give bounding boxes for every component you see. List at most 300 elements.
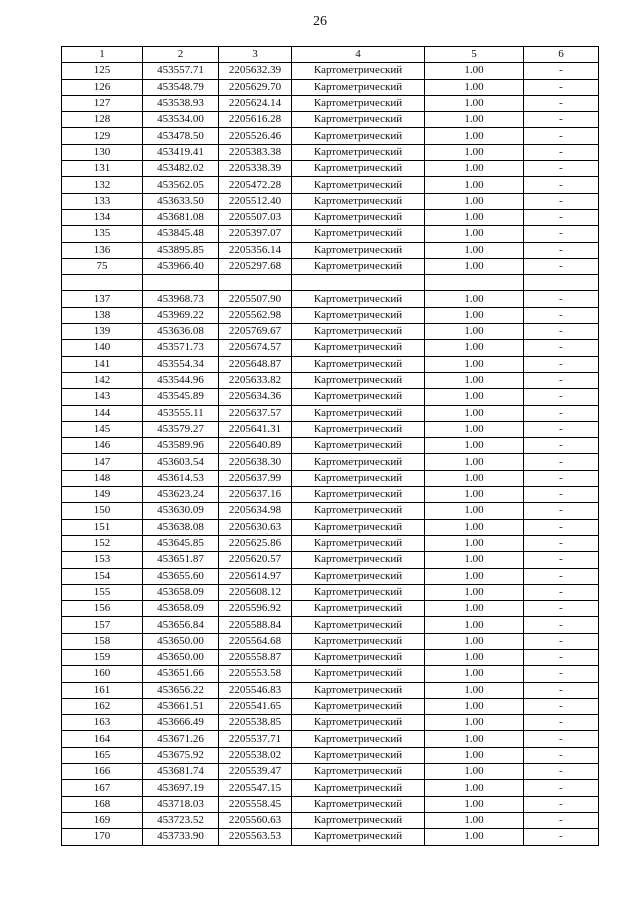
table-cell: 453656.84 [143, 617, 219, 633]
table-cell: 2205541.65 [219, 698, 292, 714]
table-cell: Картометрический [292, 454, 425, 470]
table-cell: 2205537.71 [219, 731, 292, 747]
table-row [62, 519, 599, 535]
table-cell: 127 [62, 95, 143, 111]
table-cell: 2205641.31 [219, 421, 292, 437]
table-row [62, 617, 599, 633]
table-cell: 1.00 [425, 128, 524, 144]
table-cell: 1.00 [425, 715, 524, 731]
table-cell: 1.00 [425, 780, 524, 796]
table-row [62, 747, 599, 763]
table-cell: 2205648.87 [219, 356, 292, 372]
table-cell: - [524, 177, 599, 193]
table-cell: - [524, 682, 599, 698]
table-cell: Картометрический [292, 161, 425, 177]
table-cell: 75 [62, 258, 143, 274]
table-cell: 139 [62, 324, 143, 340]
table-cell: 129 [62, 128, 143, 144]
table-cell: - [524, 470, 599, 486]
table-cell: - [524, 829, 599, 845]
table-cell: 1.00 [425, 112, 524, 128]
table-cell: Картометрический [292, 389, 425, 405]
table-cell: 1.00 [425, 584, 524, 600]
table-cell: Картометрический [292, 487, 425, 503]
table-cell: - [524, 812, 599, 828]
table-row [62, 177, 599, 193]
table-cell: 1.00 [425, 421, 524, 437]
table-cell: 453658.09 [143, 584, 219, 600]
table-cell: Картометрический [292, 617, 425, 633]
column-header: 2 [143, 47, 219, 63]
table-cell: 453636.08 [143, 324, 219, 340]
table-cell: 2205608.12 [219, 584, 292, 600]
table-row [62, 633, 599, 649]
table-cell: Картометрический [292, 731, 425, 747]
table-cell: 1.00 [425, 633, 524, 649]
table-row [62, 601, 599, 617]
table-cell: 2205637.57 [219, 405, 292, 421]
table-cell: Картометрический [292, 405, 425, 421]
table-cell: 2205397.07 [219, 226, 292, 242]
table-cell: 1.00 [425, 79, 524, 95]
table-cell: - [524, 112, 599, 128]
table-cell: 2205472.28 [219, 177, 292, 193]
table-cell: 132 [62, 177, 143, 193]
table-cell: 2205558.87 [219, 649, 292, 665]
table-cell: 143 [62, 389, 143, 405]
table-cell: Картометрический [292, 649, 425, 665]
table-cell: - [524, 764, 599, 780]
table-cell: 1.00 [425, 454, 524, 470]
table-row [62, 324, 599, 340]
table-cell: 1.00 [425, 519, 524, 535]
table-cell: 1.00 [425, 764, 524, 780]
table-cell: - [524, 731, 599, 747]
table-row [62, 63, 599, 79]
table-row [62, 438, 599, 454]
table-row [62, 487, 599, 503]
table-row [62, 666, 599, 682]
table-cell: 146 [62, 438, 143, 454]
table-cell: 453545.89 [143, 389, 219, 405]
table-cell: 1.00 [425, 324, 524, 340]
table-row [62, 291, 599, 307]
table-cell: Картометрический [292, 372, 425, 388]
table-cell: 2205526.46 [219, 128, 292, 144]
table-cell: - [524, 372, 599, 388]
table-cell: - [524, 63, 599, 79]
table-cell: Картометрический [292, 780, 425, 796]
table-cell: 2205620.57 [219, 552, 292, 568]
table-cell: 453895.85 [143, 242, 219, 258]
table-cell: - [524, 487, 599, 503]
table-cell: 2205630.63 [219, 519, 292, 535]
table-row [62, 568, 599, 584]
table-cell: 453579.27 [143, 421, 219, 437]
table-cell: Картометрический [292, 747, 425, 763]
table-row [62, 764, 599, 780]
table-cell: Картометрический [292, 584, 425, 600]
table-cell: 2205625.86 [219, 535, 292, 551]
table-cell: 162 [62, 698, 143, 714]
table-cell: 164 [62, 731, 143, 747]
table-cell: Картометрический [292, 128, 425, 144]
table-cell: 453562.05 [143, 177, 219, 193]
table-cell: Картометрический [292, 601, 425, 617]
table-row [62, 470, 599, 486]
table-row [62, 95, 599, 111]
table-cell: - [524, 307, 599, 323]
table-cell: 135 [62, 226, 143, 242]
column-header: 5 [425, 47, 524, 63]
table-cell: 2205538.02 [219, 747, 292, 763]
table-cell: 1.00 [425, 177, 524, 193]
table-cell: Картометрический [292, 470, 425, 486]
table-row [62, 682, 599, 698]
table-cell: - [524, 698, 599, 714]
table-cell: 163 [62, 715, 143, 731]
table-cell: 1.00 [425, 258, 524, 274]
table-row [62, 829, 599, 845]
table-cell: 2205512.40 [219, 193, 292, 209]
table-cell: 453968.73 [143, 291, 219, 307]
table-cell: 138 [62, 307, 143, 323]
table-cell: 158 [62, 633, 143, 649]
table-cell: 453650.00 [143, 649, 219, 665]
table-row [62, 161, 599, 177]
table-cell: 453538.93 [143, 95, 219, 111]
table-cell: 2205356.14 [219, 242, 292, 258]
table-cell: - [524, 405, 599, 421]
table-cell: 2205638.30 [219, 454, 292, 470]
coordinates-table [61, 46, 599, 846]
table-cell: 148 [62, 470, 143, 486]
header-row [62, 47, 599, 63]
table-cell: 453697.19 [143, 780, 219, 796]
table-cell: 1.00 [425, 552, 524, 568]
table-cell: 1.00 [425, 666, 524, 682]
table-cell: - [524, 633, 599, 649]
table-row [62, 796, 599, 812]
table-cell: 1.00 [425, 144, 524, 160]
table-cell: Картометрический [292, 291, 425, 307]
table-cell: Картометрический [292, 535, 425, 551]
table-cell: 149 [62, 487, 143, 503]
table-row [62, 112, 599, 128]
table-cell: - [524, 324, 599, 340]
table-cell: 453554.34 [143, 356, 219, 372]
table-cell: 453969.22 [143, 307, 219, 323]
table-cell: Картометрический [292, 112, 425, 128]
table-cell: 2205596.92 [219, 601, 292, 617]
table-row [62, 503, 599, 519]
table-cell: Картометрический [292, 421, 425, 437]
table-cell: 2205624.14 [219, 95, 292, 111]
table-cell: 2205640.89 [219, 438, 292, 454]
table-cell: 453544.96 [143, 372, 219, 388]
table-cell: 2205507.03 [219, 209, 292, 225]
table-cell: 2205632.39 [219, 63, 292, 79]
table-cell: Картометрический [292, 633, 425, 649]
table-cell: 147 [62, 454, 143, 470]
table-cell: 453548.79 [143, 79, 219, 95]
table-cell: Картометрический [292, 242, 425, 258]
table-cell: Картометрический [292, 144, 425, 160]
table-cell: 2205560.63 [219, 812, 292, 828]
table-cell: 142 [62, 372, 143, 388]
table-cell: 1.00 [425, 438, 524, 454]
table-cell: 145 [62, 421, 143, 437]
table-cell: - [524, 161, 599, 177]
table-cell: 151 [62, 519, 143, 535]
table-cell: - [524, 226, 599, 242]
table-cell: - [524, 552, 599, 568]
table-cell: - [524, 666, 599, 682]
table-cell: 2205629.70 [219, 79, 292, 95]
table-cell: 1.00 [425, 372, 524, 388]
table-cell: 2205564.68 [219, 633, 292, 649]
table-cell: 144 [62, 405, 143, 421]
table-cell: - [524, 601, 599, 617]
table-cell: 453623.24 [143, 487, 219, 503]
table-row [62, 715, 599, 731]
table-cell: Картометрический [292, 177, 425, 193]
column-header: 6 [524, 47, 599, 63]
table-cell: 453614.53 [143, 470, 219, 486]
table-row [62, 258, 599, 274]
table-cell: 157 [62, 617, 143, 633]
table-cell: - [524, 340, 599, 356]
table-row [62, 421, 599, 437]
table-cell: Картометрический [292, 666, 425, 682]
table-cell: 159 [62, 649, 143, 665]
table-cell: - [524, 128, 599, 144]
table-cell: 2205383.38 [219, 144, 292, 160]
table-cell: 1.00 [425, 487, 524, 503]
table-cell: 1.00 [425, 209, 524, 225]
table-cell: - [524, 503, 599, 519]
table-cell: 2205588.84 [219, 617, 292, 633]
table-cell: 453723.52 [143, 812, 219, 828]
table-cell: 453966.40 [143, 258, 219, 274]
table-cell: 1.00 [425, 682, 524, 698]
table-cell: 453482.02 [143, 161, 219, 177]
table-row [62, 454, 599, 470]
table-cell: 2205674.57 [219, 340, 292, 356]
table-cell: 1.00 [425, 503, 524, 519]
table-cell: 2205338.39 [219, 161, 292, 177]
table-row [62, 552, 599, 568]
table-cell: 2205634.36 [219, 389, 292, 405]
table-cell: 2205616.28 [219, 112, 292, 128]
table-cell: Картометрический [292, 503, 425, 519]
table-cell: 2205538.85 [219, 715, 292, 731]
table-cell: - [524, 454, 599, 470]
table-cell [143, 275, 219, 291]
table-cell: 1.00 [425, 617, 524, 633]
table-cell: 2205553.58 [219, 666, 292, 682]
table-cell: 453651.66 [143, 666, 219, 682]
table-cell: 1.00 [425, 601, 524, 617]
table-cell: 126 [62, 79, 143, 95]
column-header: 4 [292, 47, 425, 63]
table-cell: 161 [62, 682, 143, 698]
table-cell: Картометрический [292, 356, 425, 372]
table-cell: 453681.74 [143, 764, 219, 780]
table-cell: 133 [62, 193, 143, 209]
table-cell: 2205637.99 [219, 470, 292, 486]
table-cell: 2205558.45 [219, 796, 292, 812]
table-cell: - [524, 780, 599, 796]
table-cell: - [524, 79, 599, 95]
table-cell: - [524, 421, 599, 437]
table-cell: Картометрический [292, 519, 425, 535]
table-row [62, 307, 599, 323]
table-cell: - [524, 242, 599, 258]
table-cell: 156 [62, 601, 143, 617]
table-cell: 140 [62, 340, 143, 356]
column-header: 3 [219, 47, 292, 63]
table-cell: 1.00 [425, 405, 524, 421]
table-cell: 169 [62, 812, 143, 828]
table-row [62, 649, 599, 665]
table-cell: Картометрический [292, 95, 425, 111]
table-row [62, 356, 599, 372]
table-cell: 453845.48 [143, 226, 219, 242]
table-row [62, 405, 599, 421]
table-cell: 1.00 [425, 470, 524, 486]
table-cell: 453733.90 [143, 829, 219, 845]
table-cell: 1.00 [425, 747, 524, 763]
table-cell: 453557.71 [143, 63, 219, 79]
table-body [62, 63, 599, 845]
table-cell: 453675.92 [143, 747, 219, 763]
table-cell: 1.00 [425, 242, 524, 258]
table-row [62, 780, 599, 796]
table-cell: 1.00 [425, 535, 524, 551]
table-cell: 453589.96 [143, 438, 219, 454]
table-cell: 1.00 [425, 63, 524, 79]
table-cell: Картометрический [292, 226, 425, 242]
table-cell: - [524, 438, 599, 454]
table-cell: - [524, 796, 599, 812]
table-cell: 136 [62, 242, 143, 258]
table-cell: Картометрический [292, 812, 425, 828]
table-cell: 2205297.68 [219, 258, 292, 274]
table-row [62, 79, 599, 95]
table-cell: 1.00 [425, 356, 524, 372]
table-cell: - [524, 617, 599, 633]
table-row [62, 209, 599, 225]
table-cell: 1.00 [425, 340, 524, 356]
table-cell: - [524, 747, 599, 763]
table-cell: 153 [62, 552, 143, 568]
table-cell: 453671.26 [143, 731, 219, 747]
table-row [62, 372, 599, 388]
table-cell: Картометрический [292, 193, 425, 209]
table-cell: Картометрический [292, 258, 425, 274]
table-cell: Картометрический [292, 324, 425, 340]
table-cell: - [524, 519, 599, 535]
table-cell: - [524, 649, 599, 665]
table-cell: 2205769.67 [219, 324, 292, 340]
table-cell [292, 275, 425, 291]
table-cell: 2205637.16 [219, 487, 292, 503]
table-cell: - [524, 356, 599, 372]
table-cell: 1.00 [425, 226, 524, 242]
table-cell: - [524, 584, 599, 600]
table-cell: 1.00 [425, 829, 524, 845]
table-cell: 134 [62, 209, 143, 225]
table-cell: 453419.41 [143, 144, 219, 160]
table-cell: Картометрический [292, 209, 425, 225]
table-cell: 125 [62, 63, 143, 79]
table-cell: 453630.09 [143, 503, 219, 519]
table-row [62, 275, 599, 291]
table-cell: 453571.73 [143, 340, 219, 356]
table-row [62, 226, 599, 242]
table-cell: 2205634.98 [219, 503, 292, 519]
table-cell: Картометрический [292, 79, 425, 95]
table-cell: - [524, 715, 599, 731]
table-cell [62, 275, 143, 291]
table-cell: 2205614.97 [219, 568, 292, 584]
table-cell: 152 [62, 535, 143, 551]
table-cell: 2205547.15 [219, 780, 292, 796]
table-cell: 168 [62, 796, 143, 812]
table-cell: Картометрический [292, 796, 425, 812]
table-cell: 130 [62, 144, 143, 160]
table-cell: 1.00 [425, 193, 524, 209]
table-row [62, 535, 599, 551]
table-cell: 1.00 [425, 161, 524, 177]
table-cell: 166 [62, 764, 143, 780]
table-cell: - [524, 568, 599, 584]
table-cell: - [524, 389, 599, 405]
table-cell [219, 275, 292, 291]
table-cell: Картометрический [292, 63, 425, 79]
table-cell: 453658.09 [143, 601, 219, 617]
table-cell: 131 [62, 161, 143, 177]
table-cell: 1.00 [425, 291, 524, 307]
table-cell: 453666.49 [143, 715, 219, 731]
table-cell: Картометрический [292, 682, 425, 698]
table-cell: Картометрический [292, 829, 425, 845]
table-cell: - [524, 144, 599, 160]
table-cell: 453656.22 [143, 682, 219, 698]
table-cell: - [524, 193, 599, 209]
table-cell: Картометрический [292, 568, 425, 584]
table-row [62, 812, 599, 828]
table-cell: Картометрический [292, 764, 425, 780]
table-cell: 155 [62, 584, 143, 600]
table-cell: 453655.60 [143, 568, 219, 584]
table-cell: 453651.87 [143, 552, 219, 568]
table-cell: 453633.50 [143, 193, 219, 209]
table-cell: 165 [62, 747, 143, 763]
table-cell: 453603.54 [143, 454, 219, 470]
table-cell: 2205633.82 [219, 372, 292, 388]
table-row [62, 128, 599, 144]
table-cell: 453681.08 [143, 209, 219, 225]
table-cell: 2205562.98 [219, 307, 292, 323]
table-cell: - [524, 209, 599, 225]
table-cell [524, 275, 599, 291]
table-cell: 167 [62, 780, 143, 796]
table-row [62, 144, 599, 160]
table-cell: Картометрический [292, 340, 425, 356]
table-row [62, 193, 599, 209]
